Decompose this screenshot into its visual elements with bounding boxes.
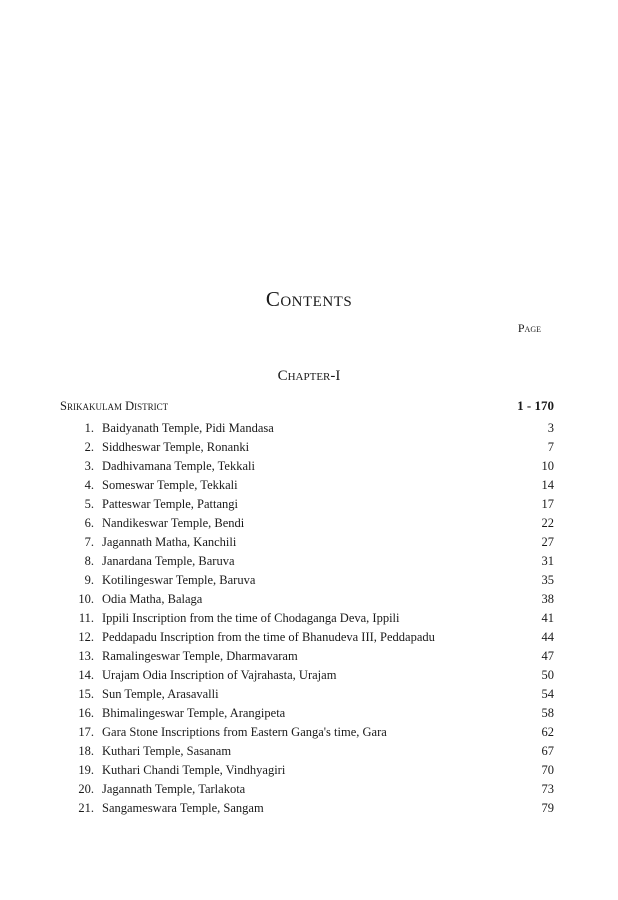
district-page-range: 1 - 170 [517,398,554,413]
entry-page-number: 17 [541,497,554,511]
entry-title: Siddheswar Temple, Ronanki [102,440,250,454]
contents-entry [60,457,554,476]
page-title: Contents [265,287,353,311]
entry-title: Patteswar Temple, Pattangi [102,497,239,511]
entry-page-number: 7 [547,440,554,454]
entry-number: 14. [78,668,94,682]
entry-number: 2. [84,440,94,454]
entry-page-number: 41 [541,611,554,625]
contents-entry [60,780,554,799]
entry-number: 3. [84,459,94,473]
entry-title: Ippili Inscription from the time of Chodaganga Deva, Ippili [102,611,400,625]
entry-title: Gara Stone Inscriptions from Eastern Ganga's time, Gara [102,725,387,739]
entry-page-number: 44 [541,630,554,644]
entry-page-number: 54 [541,687,554,701]
contents-entry [60,799,554,818]
contents-entry [60,609,554,628]
entry-number: 7. [84,535,94,549]
district-name: Srikakulam District [60,399,169,413]
entry-page-number: 62 [541,725,554,739]
entry-title: Urajam Odia Inscription of Vajrahasta, Urajam [102,668,337,682]
entry-number: 8. [84,554,94,568]
entry-page-number: 47 [541,649,554,663]
entry-number: 4. [84,478,94,492]
entry-page-number: 38 [541,592,554,606]
entry-page-number: 73 [541,782,554,796]
entry-title: Sun Temple, Arasavalli [102,687,219,701]
entry-title: Nandikeswar Temple, Bendi [102,516,245,530]
entry-title: Kotilingeswar Temple, Baruva [102,573,256,587]
entry-number: 16. [78,706,94,720]
entry-title: Someswar Temple, Tekkali [102,478,238,492]
contents-entry [60,628,554,647]
contents-entry [60,571,554,590]
contents-entry [60,552,554,571]
contents-entry [60,514,554,533]
entry-page-number: 79 [541,801,554,815]
entry-number: 21. [78,801,94,815]
contents-entry [60,647,554,666]
entry-title: Jagannath Matha, Kanchili [102,535,237,549]
contents-entry [60,495,554,514]
entry-page-number: 35 [541,573,554,587]
contents-entry [60,742,554,761]
entry-title: Sangameswara Temple, Sangam [102,801,264,815]
contents-entry [60,419,554,438]
entry-page-number: 58 [541,706,554,720]
contents-entry [60,438,554,457]
contents-entry [60,723,554,742]
entry-number: 20. [78,782,94,796]
entry-number: 5. [84,497,94,511]
entry-number: 19. [78,763,94,777]
entry-number: 13. [78,649,94,663]
entry-number: 17. [78,725,94,739]
contents-entry [60,533,554,552]
entry-page-number: 22 [541,516,554,530]
entry-number: 9. [84,573,94,587]
contents-entry [60,704,554,723]
entry-title: Odia Matha, Balaga [102,592,203,606]
entry-page-number: 50 [541,668,554,682]
entry-title: Ramalingeswar Temple, Dharmavaram [102,649,298,663]
entry-page-number: 27 [541,535,554,549]
contents-entry [60,761,554,780]
entry-number: 10. [78,592,94,606]
entry-page-number: 70 [541,763,554,777]
entry-number: 18. [78,744,94,758]
entry-number: 11. [78,611,94,625]
contents-entry [60,590,554,609]
entry-title: Bhimalingeswar Temple, Arangipeta [102,706,286,720]
page-column-heading: Page [517,321,541,335]
entry-page-number: 14 [541,478,554,492]
entry-number: 6. [84,516,94,530]
contents-entry [60,685,554,704]
entry-title: Baidyanath Temple, Pidi Mandasa [102,421,274,435]
district-row [60,398,554,416]
entry-title: Dadhivamana Temple, Tekkali [102,459,255,473]
entry-title: Jagannath Temple, Tarlakota [102,782,246,796]
chapter-heading: Chapter-I [277,368,341,384]
contents-entry [60,476,554,495]
entry-title: Kuthari Chandi Temple, Vindhyagiri [102,763,286,777]
entry-title: Kuthari Temple, Sasanam [102,744,232,758]
entry-title: Peddapadu Inscription from the time of Bhanudeva III, Peddapadu [102,630,435,644]
contents-entry [60,666,554,685]
entry-title: Janardana Temple, Baruva [102,554,235,568]
entry-page-number: 10 [541,459,554,473]
entry-page-number: 67 [541,744,554,758]
entry-page-number: 3 [547,421,554,435]
entry-number: 12. [78,630,94,644]
entry-page-number: 31 [541,554,554,568]
entry-number: 1. [84,421,94,435]
entry-number: 15. [78,687,94,701]
contents-list [60,419,554,818]
